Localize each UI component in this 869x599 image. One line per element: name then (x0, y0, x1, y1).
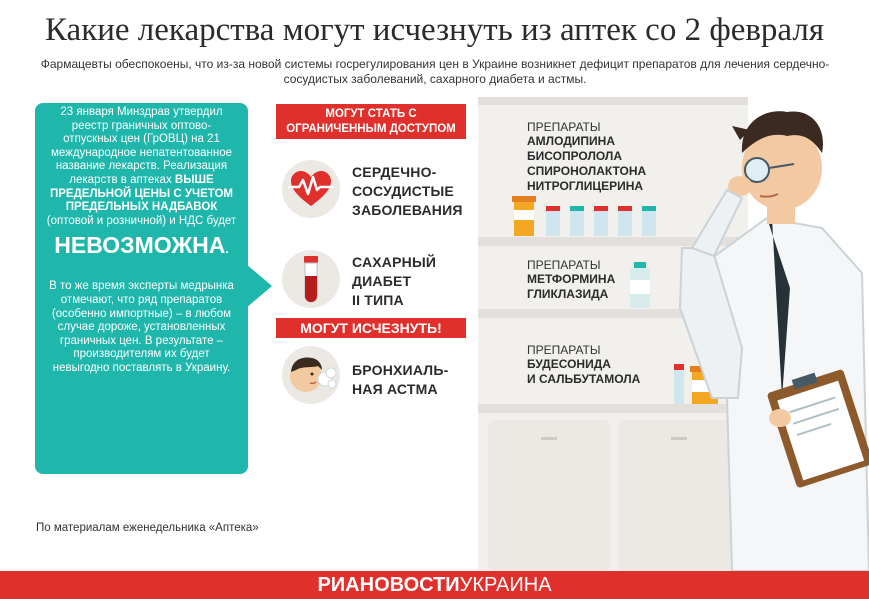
limited-access-line1: МОГУТ СТАТЬ С (325, 108, 417, 120)
page-subtitle: Фармацевты обеспокоены, что из-за новой системы госрегулирования цен в Украине возникнет дефицит препаратов для лечения сердечно-сосудистых заболеваний, сахарного диабета и астмы. (40, 57, 830, 86)
condition-line: САХАРНЫЙ (352, 254, 437, 270)
condition-line: СОСУДИСТЫЕ (352, 183, 454, 199)
asthma-face-icon (282, 346, 340, 404)
info-impossible: НЕВОЗМОЖНА (54, 232, 226, 259)
shelf-3-drugs (527, 357, 640, 387)
source-note: По материалам еженедельника «Аптека» (36, 522, 259, 534)
condition-cardiovascular (352, 163, 463, 220)
brand-region: УКРАИНА (459, 574, 552, 596)
limited-access-line2: ОГРАНИЧЕННЫМ ДОСТУПОМ (286, 123, 456, 135)
doctor-illustration (672, 98, 869, 571)
info-text-intro: 23 января Минздрав утвердил реестр граничных оптово-отпускных цен (ГрОВЦ) на 21 международное непатентованное название лекарств. Реализация лекарств в аптеках (50, 106, 233, 186)
may-disappear-banner: МОГУТ ИСЧЕЗНУТЬ! (276, 318, 466, 338)
shelf-1-header: ПРЕПАРАТЫ (527, 120, 601, 134)
condition-line: БРОНХИАЛЬ- (352, 362, 449, 378)
condition-line: НАЯ АСТМА (352, 381, 438, 397)
brand-name: РИАНОВОСТИ (317, 574, 460, 596)
condition-line: II ТИПА (352, 292, 404, 308)
drug-name: И САЛЬБУТАМОЛА (527, 372, 641, 386)
cabinet-handle (541, 437, 557, 440)
info-box-text (45, 106, 238, 376)
shelf-1-drugs (527, 134, 646, 194)
info-text-experts: В то же время эксперты медрынка отмечают, что ряд препаратов (особенно импортные) – в любом случае дороже, установленных граничных цен. В результате – производителям их будет невыгодно поставлять в Украину. (49, 280, 234, 374)
drug-name: БУДЕСОНИДА (527, 357, 611, 371)
heart-pulse-icon (282, 160, 340, 218)
drug-name: БИСОПРОЛОЛА (527, 149, 622, 163)
drug-name: ГЛИКЛАЗИДА (527, 287, 609, 301)
condition-line: СЕРДЕЧНО- (352, 164, 437, 180)
condition-diabetes (352, 253, 436, 310)
medicine-bottle (626, 262, 654, 310)
info-box-pointer (246, 264, 272, 308)
limited-access-banner (276, 104, 466, 139)
shelf-3-header: ПРЕПАРАТЫ (527, 343, 601, 357)
blood-tube-icon (282, 250, 340, 308)
page-title: Какие лекарства могут исчезнуть из аптек со 2 февраля (44, 12, 825, 48)
condition-asthma (352, 361, 448, 399)
info-text-emphasis: ВЫШЕ ПРЕДЕЛЬНОЙ ЦЕНЫ С УЧЕТОМ ПРЕДЕЛЬНЫХ НАДБАВОК (49, 173, 233, 214)
drug-name: НИТРОГЛИЦЕРИНА (527, 179, 644, 193)
cabinet-door-left (488, 420, 610, 571)
condition-line: ДИАБЕТ (352, 273, 412, 289)
shelf-2-drugs (527, 272, 615, 302)
condition-line: ЗАБОЛЕВАНИЯ (352, 202, 463, 218)
info-text-cont: (оптовой и розничной) и НДС будет (46, 214, 237, 227)
brand-logo (0, 573, 869, 597)
drug-name: СПИРОНОЛАКТОНА (527, 164, 647, 178)
info-impossible-dot: . (225, 242, 229, 257)
medicine-bottles (508, 192, 668, 238)
drug-name: АМЛОДИПИНА (527, 134, 616, 148)
shelf-2-header: ПРЕПАРАТЫ (527, 258, 601, 272)
drug-name: МЕТФОРМИНА (527, 272, 616, 286)
